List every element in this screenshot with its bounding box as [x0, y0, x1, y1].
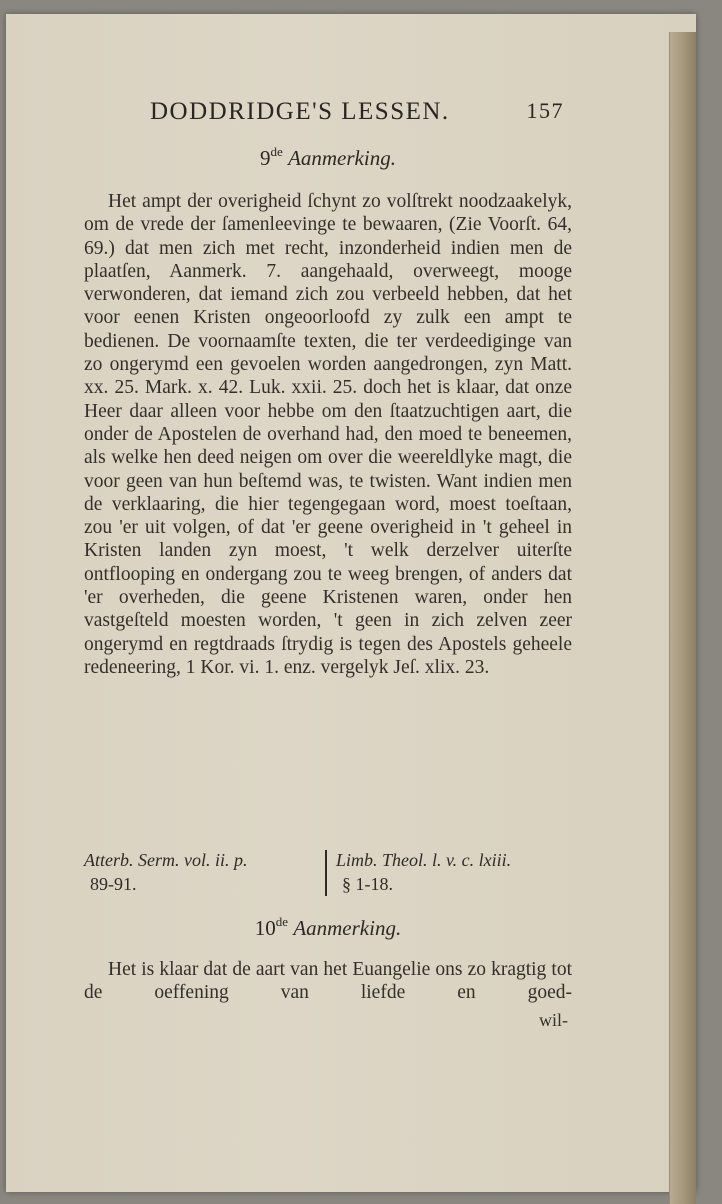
reference-right-line2: § 1-18.	[342, 874, 393, 894]
catchword: wil-	[539, 1010, 568, 1030]
reference-left-line1: Atterb. Serm. vol. ii. p.	[84, 850, 248, 870]
running-head	[150, 98, 570, 130]
page-number: 157	[526, 98, 564, 123]
reference-left	[84, 848, 324, 896]
paragraph-1	[84, 190, 572, 679]
heading-ordinal: de	[275, 914, 289, 929]
reference-right	[336, 848, 572, 896]
heading-title: Aanmerking.	[288, 146, 396, 170]
page-edge	[669, 32, 696, 1204]
paragraph-2	[84, 958, 572, 1005]
heading-ordinal: de	[270, 144, 283, 159]
heading-number: 10	[254, 916, 276, 940]
running-head-title: DODDRIDGE'S LESSEN.	[150, 98, 450, 125]
heading-title: Aanmerking.	[293, 916, 402, 940]
section-heading-9	[84, 146, 572, 171]
reference-block	[84, 848, 572, 900]
paragraph-text: Het ampt der overigheid ſchynt zo volſtrekt noodzaakelyk, om de vrede der ſamenleevinge te bewaaren, (Zie Voorſt. 64, 69.) dat men zich met recht, inzonderheid indien men de plaatſen, Aanmerk. 7. aangehaald, overweegt, mooge verwonderen, dat iemand zich zou verbeeld hebben, dat het voor eenen Kristen ongeoorloofd zy zulk een ampt te bedienen. De voornaamſte texten, die ter verdeediginge van zo ongerymd een gevoelen worden aangedrongen, zyn Matt. xx. 25. Mark. x. 42. Luk. xxii. 25. doch het is klaar, dat onze Heer daar alleen voor hebbe om den ſtaatzuchtigen aart, die onder de Apostelen de overhand had, den moed te beneemen, als welke hen deed neigen om over die weereldlyke magt, die voor geen van hun beſtemd was, te twisten. Want indien men de verklaaring, die hier tegengegaan word, moest toeſtaan, zou 'er uit volgen, of dat 'er geene overigheid in 't geheel in Kristen landen zyn moest, 't welk derzelver uiterſte ontflooping en ondergang zou te weeg brengen, of anders dat 'er overheden, die geene Kristenen waren, onder hen vastgeſteld moesten worden, 't geen in zich zelven zeer ongerymd en regtdraads ſtrydig is tegen des Apostels geheele redeneering, 1 Kor. vi. 1. enz. vergelyk Jeſ. xlix. 23.	[84, 191, 572, 678]
reference-divider	[325, 850, 327, 896]
section-heading-10	[84, 916, 572, 941]
heading-number: 9	[260, 146, 271, 170]
reference-left-line2: 89-91.	[90, 874, 137, 894]
paragraph-text: Het is klaar dat de aart van het Euangelie ons zo kragtig tot de oeffening van liefde en goed-	[84, 959, 572, 1004]
reference-right-line1: Limb. Theol. l. v. c. lxiii.	[336, 850, 512, 870]
